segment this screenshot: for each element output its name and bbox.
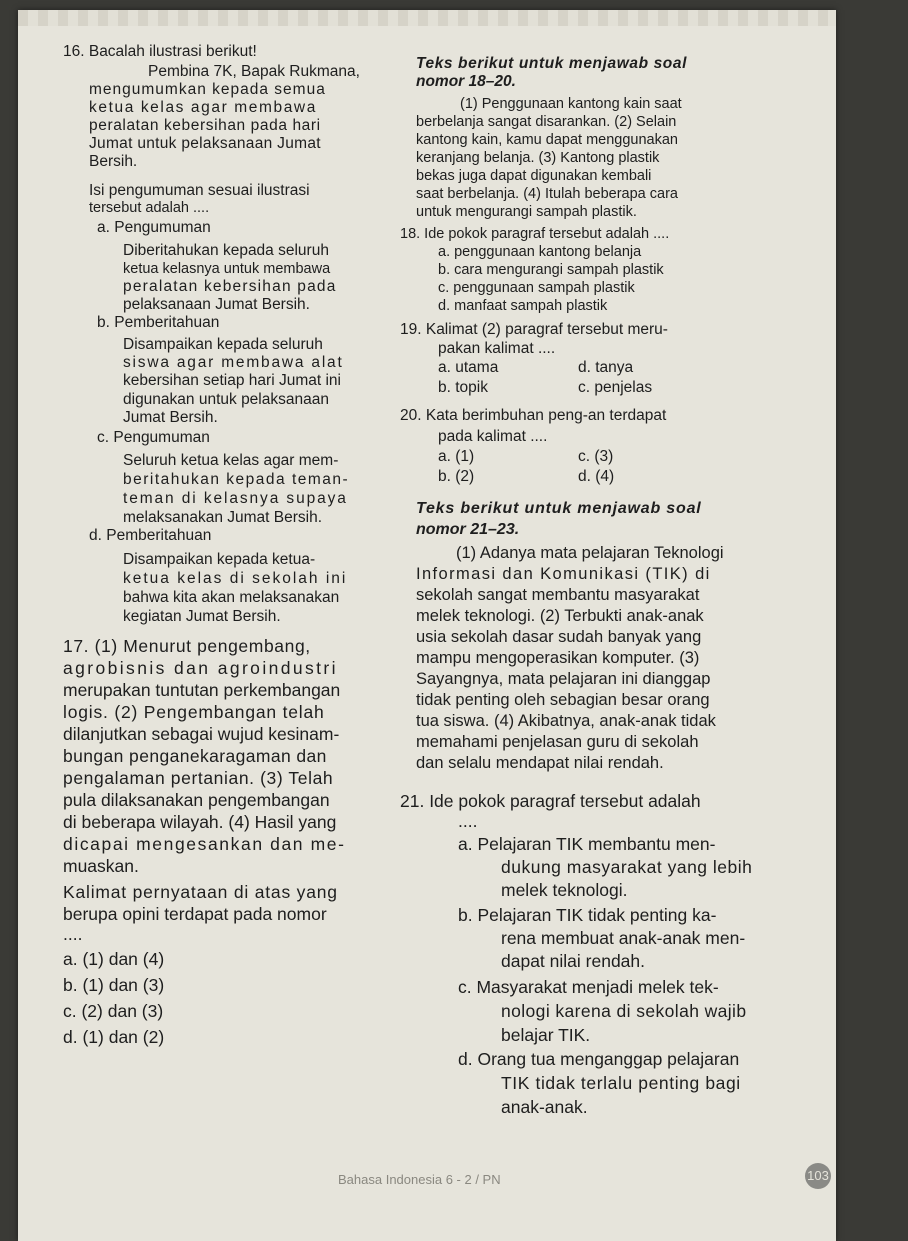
q19-option-d: d. tanya (578, 359, 634, 376)
q21-option-c-text: nologi karena di sekolah wajib (501, 1001, 747, 1021)
passage-18-text: (1) Penggunaan kantong kain saat (460, 96, 682, 112)
q16-option-d: d. Pemberitahuan (89, 527, 212, 544)
passage-18-text: bekas juga dapat digunakan kembali (416, 168, 652, 184)
q17-text: merupakan tuntutan perkembangan (63, 680, 341, 700)
q16-option-a-text: peralatan kebersihan pada (123, 278, 337, 295)
passage-18-text: keranjang belanja. (3) Kantong plastik (416, 150, 660, 166)
q17-question: Kalimat pernyataan di atas yang (63, 882, 338, 902)
q19-option-a: a. utama (438, 359, 499, 376)
passage-18-heading: Teks berikut untuk menjawab soal (416, 55, 687, 72)
passage-21-text: (1) Adanya mata pelajaran Teknologi (456, 544, 724, 562)
q17-text: 17. (1) Menurut pengembang, (63, 636, 311, 656)
q16-option-c-text: teman di kelasnya supaya (123, 490, 348, 507)
passage-21-text: usia sekolah dasar sudah banyak yang (416, 628, 702, 646)
passage-18-text: untuk mengurangi sampah plastik. (416, 204, 637, 220)
q17-option-c: c. (2) dan (3) (63, 1001, 164, 1021)
q16-option-a-text: Diberitahukan kepada seluruh (123, 242, 329, 259)
passage-21-text: memahami penjelasan guru di sekolah (416, 733, 699, 751)
passage-21-text: tidak penting oleh sebagian besar orang (416, 691, 710, 709)
illustration-text: ketua kelas agar membawa (89, 99, 317, 116)
q17-question: berupa opini terdapat pada nomor (63, 904, 327, 924)
q17-text: logis. (2) Pengembangan telah (63, 702, 325, 722)
q16-option-a: a. Pengumuman (97, 219, 211, 236)
q21-option-a-text: melek teknologi. (501, 880, 628, 900)
passage-18-text: saat berbelanja. (4) Itulah beberapa cara (416, 186, 678, 202)
q19-question: pakan kalimat .... (438, 340, 556, 357)
q17-text: dilanjutkan sebagai wujud kesinam- (63, 724, 340, 744)
q16-option-d-text: bahwa kita akan melaksanakan (123, 589, 340, 606)
passage-18-heading: nomor 18–20. (416, 73, 516, 90)
q21-option-b-text: rena membuat anak-anak men- (501, 928, 746, 948)
q18-option-c: c. penggunaan sampah plastik (438, 280, 635, 296)
q20-question: 20. Kata berimbuhan peng-an terdapat (400, 407, 667, 424)
q21-question: 21. Ide pokok paragraf tersebut adalah (400, 791, 701, 811)
q21-option-b-text: dapat nilai rendah. (501, 951, 645, 971)
page-top-strip (18, 10, 836, 26)
q21-option-d-text: anak-anak. (501, 1097, 588, 1117)
q17-text: bungan penganekaragaman dan (63, 746, 327, 766)
illustration-text: peralatan kebersihan pada hari (89, 117, 321, 134)
q19-question: 19. Kalimat (2) paragraf tersebut meru- (400, 321, 668, 338)
q17-text: dicapai mengesankan dan me- (63, 834, 346, 854)
passage-21-heading: nomor 21–23. (416, 521, 520, 538)
q16-option-b-text: Disampaikan kepada seluruh (123, 336, 323, 353)
q16-option-b-text: Jumat Bersih. (123, 409, 218, 426)
page-footer: Bahasa Indonesia 6 - 2 / PN (338, 1172, 501, 1187)
q17-text: agrobisnis dan agroindustri (63, 658, 338, 678)
q17-option-d: d. (1) dan (2) (63, 1027, 165, 1047)
passage-21-text: Sayangnya, mata pelajaran ini dianggap (416, 670, 711, 688)
q16-option-c-text: Seluruh ketua kelas agar mem- (123, 452, 339, 469)
q20-option-a: a. (1) (438, 448, 475, 465)
q16-question: tersebut adalah .... (89, 200, 210, 216)
passage-21-text: Informasi dan Komunikasi (TIK) di (416, 565, 711, 583)
q16-question: Isi pengumuman sesuai ilustrasi (89, 182, 310, 199)
q21-option-d: d. Orang tua menganggap pelajaran (458, 1049, 740, 1069)
q21-option-a: a. Pelajaran TIK membantu men- (458, 834, 716, 854)
q16-instruction: 16. Bacalah ilustrasi berikut! (63, 43, 257, 60)
q16-option-b-text: siswa agar membawa alat (123, 354, 344, 371)
q16-option-c: c. Pengumuman (97, 429, 210, 446)
q17-question: .... (63, 924, 83, 944)
q16-option-a-text: pelaksanaan Jumat Bersih. (123, 296, 310, 313)
q17-option-b: b. (1) dan (3) (63, 975, 165, 995)
q16-option-a-text: ketua kelasnya untuk membawa (123, 261, 331, 277)
q21-option-b: b. Pelajaran TIK tidak penting ka- (458, 905, 717, 925)
q21-option-c: c. Masyarakat menjadi melek tek- (458, 977, 719, 997)
illustration-text: Bersih. (89, 153, 138, 170)
q19-option-c: c. penjelas (578, 379, 653, 396)
q16-option-d-text: kegiatan Jumat Bersih. (123, 608, 281, 625)
q16-option-d-text: ketua kelas di sekolah ini (123, 570, 348, 587)
q20-option-b: b. (2) (438, 468, 475, 485)
q17-option-a: a. (1) dan (4) (63, 949, 165, 969)
page-number: 103 (805, 1163, 831, 1189)
q21-option-d-text: TIK tidak terlalu penting bagi (501, 1073, 741, 1093)
q16-option-b-text: kebersihan setiap hari Jumat ini (123, 372, 341, 389)
q21-question: .... (458, 811, 478, 831)
q20-question: pada kalimat .... (438, 428, 548, 445)
illustration-text: Pembina 7K, Bapak Rukmana, (148, 63, 360, 80)
q18-question: 18. Ide pokok paragraf tersebut adalah .... (400, 226, 670, 242)
q16-option-d-text: Disampaikan kepada ketua- (123, 551, 316, 568)
passage-18-text: berbelanja sangat disarankan. (2) Selain (416, 114, 677, 130)
q18-option-b: b. cara mengurangi sampah plastik (438, 262, 664, 278)
q20-option-d: d. (4) (578, 468, 615, 485)
q19-option-b: b. topik (438, 379, 488, 396)
q18-option-d: d. manfaat sampah plastik (438, 298, 608, 314)
q16-option-b: b. Pemberitahuan (97, 314, 220, 331)
passage-21-text: melek teknologi. (2) Terbukti anak-anak (416, 607, 704, 625)
passage-18-text: kantong kain, kamu dapat menggunakan (416, 132, 678, 148)
q17-text: muaskan. (63, 856, 139, 876)
q21-option-c-text: belajar TIK. (501, 1025, 591, 1045)
passage-21-text: tua siswa. (4) Akibatnya, anak-anak tidak (416, 712, 716, 730)
passage-21-text: sekolah sangat membantu masyarakat (416, 586, 700, 604)
q16-option-b-text: digunakan untuk pelaksanaan (123, 391, 329, 408)
passage-21-text: dan selalu mendapat nilai rendah. (416, 754, 664, 772)
passage-21-text: mampu mengoperasikan komputer. (3) (416, 649, 700, 667)
passage-21-heading: Teks berikut untuk menjawab soal (416, 500, 702, 517)
q17-text: di beberapa wilayah. (4) Hasil yang (63, 812, 337, 832)
q16-option-c-text: beritahukan kepada teman- (123, 471, 350, 488)
illustration-text: Jumat untuk pelaksanaan Jumat (89, 135, 321, 152)
q16-option-c-text: melaksanakan Jumat Bersih. (123, 509, 323, 526)
q20-option-c: c. (3) (578, 448, 614, 465)
book-page (18, 10, 836, 1241)
q21-option-a-text: dukung masyarakat yang lebih (501, 857, 753, 877)
illustration-text: mengumumkan kepada semua (89, 81, 326, 98)
q18-option-a: a. penggunaan kantong belanja (438, 244, 642, 260)
q17-text: pula dilaksanakan pengembangan (63, 790, 330, 810)
q17-text: pengalaman pertanian. (3) Telah (63, 768, 334, 788)
